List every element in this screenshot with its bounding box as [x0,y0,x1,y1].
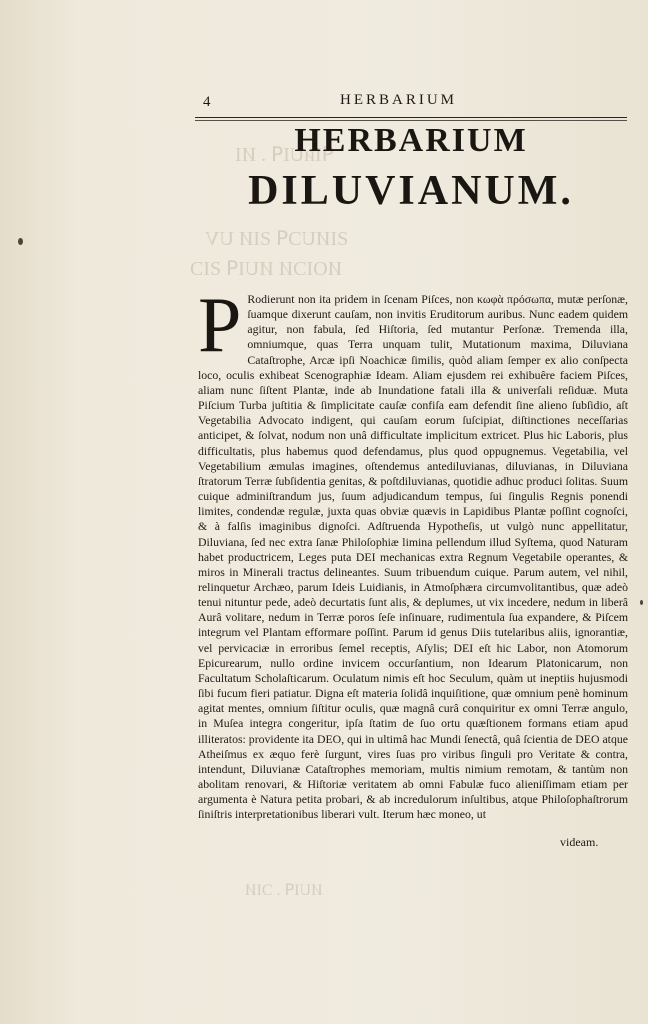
body-paragraph: Rodierunt non ita pridem in ſcenam Piſces, non κωφὰ πρόσωπα, mutæ perſonæ, ſuamque dixerunt cauſam, non invitis Eruditorum auribus. Nunc eadem quidem agitur, non fabula, ſed Hiſtoria, ſed mutantur Perſonæ. Tremenda illa, omniumque, quas Terra unquam tulit, Mutationum maxima, Diluviana Cataſtrophe, Arcæ ipſi Noachicæ ſimilis, quòd aliam ſemper ex alio conſpecta loco, oculis exhibeat Scenographiæ Ideam. Aliam ejusdem rei exhibuêre faciem Piſces, aliam nunc ſiſtent Plantæ, inde ab Inundatione fatali illa & univerſali reſiduæ. Muta Piſcium Turba juſtitia & ſimplicitate cauſæ confiſa eam defendit ſine alieno ſubſidio, aſt Vegetabilia Advocato indigent, qui cauſam eorum ſuſcipiat, diſtinctiones neceſſarias anticipet, & ſolvat, nodum non unâ difficultate implicitum extricet. Plus hic Laboris, plus difficultatis, plus habemus quod defendamus, plus quod oppugnemus. Vegetabilia, vel Vegetabilium æmulas imagines, oſtendemus antediluvianas, diluvianas, in Diluviana ſtratorum Terræ ſubſidentia genitas, & poſtdiluvianas, quotidie adhuc produci ſolitas. Suum cuique adminiſtrandum jus, ſuum adjudicandum tempus, ſui ſingulis Regnis ponendi limites, condendæ regulæ, juxta quas obviæ quævis in Lapidibus Plantæ poſſint cognoſci, & à falſis imaginibus dignoſci. Adſtruenda Hypotheſis, ut vulgò nunc appellitatur, Diluviana, ſed nec extra ſanæ Philoſophiæ limina pellendum illud Syſtema, quod Naturam habet productricem, Leges puta DEI mechanicas extra Regnum Vegetabile operantes, & miros in Minerali tractus delineantes. Suum tribuendum cuique. Parum autem, vel nihil, relinquetur Archæo, parum Ideis Luidianis, in Atmoſphæra circumvolitantibus, quæ adeò tenui nituntur pede, adeò decurtatis ſunt alis, & deplumes, ut vix incedere, nedum in liberâ Aurâ volitare, nedum in Terræ poros ſeſe inſinuare, rudimentula ſua expandere, & Piſcem integrum vel Plantam efformare poſſint. Parum id genus Diis tutelaribus aliis, ignorantiæ, vel pervicaciæ in erroribus ſemel receptis, Aſylis; DEI eſt hic Labor, non Atomorum Epicurearum, nullo ordine invicem occurſantium, non Idearum Platonicarum, non Facultatum Scholaſticarum. Oculatum nimis eſt hoc Seculum, quàm ut ineptiis hujusmodi ſibi fucum fieri patiatur. Digna eſt materia ſolidâ inquiſitione, quæ omnium penè hominum agitat mentes, omnium ſiſtitur oculis, quæ magnâ curâ conquiritur ex omni Terræ angulo, in Muſea integra congeritur, ipſa ſtatim de ſuo ortu quæſtionem formans etiam apud illiteratos: providente ita DEO, qui in ultimâ hac Mundi ſenectâ, quâ ſcientia de DEO atque Atheiſmus ex æquo ferè ſurgunt, vires ſuas pro viribus ſinguli pro Veritate & contra, intendunt, Diluvianæ Cataſtrophes memoriam, multis nimium remotam, & tantùm non abolitam renovari, & Hiſtoriæ veritatem ab omni Fabulæ fuco alieniſſimam etiam per argumenta è Natura petita probari, & ab incredulorum inſultibus, atque Philoſophaſtrorum ſiniſtris interpretationibus liberari vult. Iterum hæc moneo, ut [198,292,628,822]
main-title: HERBARIUM [294,122,528,159]
show-through-text: ИUIꟼ . ƆIИ [245,882,323,899]
ink-spot [18,238,23,245]
body-text [198,281,628,822]
catchword: videam. [560,835,599,849]
sub-title: DILUVIANUM. [248,168,574,214]
running-title: HERBARIUM [340,92,458,108]
running-head [195,92,635,118]
header-rule-thin [195,120,627,121]
show-through-text: ƧIИUƆꟼ ƧIИ UV [205,228,349,250]
show-through-text: ꟼIᴎUIꟼ . ИI [235,144,334,166]
page-number: 4 [203,94,211,110]
show-through-text: ИOIƆИ ИUIꟼ ƧIƆ [190,258,343,280]
header-rule [195,117,627,118]
dropcap-letter: P [198,281,242,368]
ink-spot [640,600,643,605]
